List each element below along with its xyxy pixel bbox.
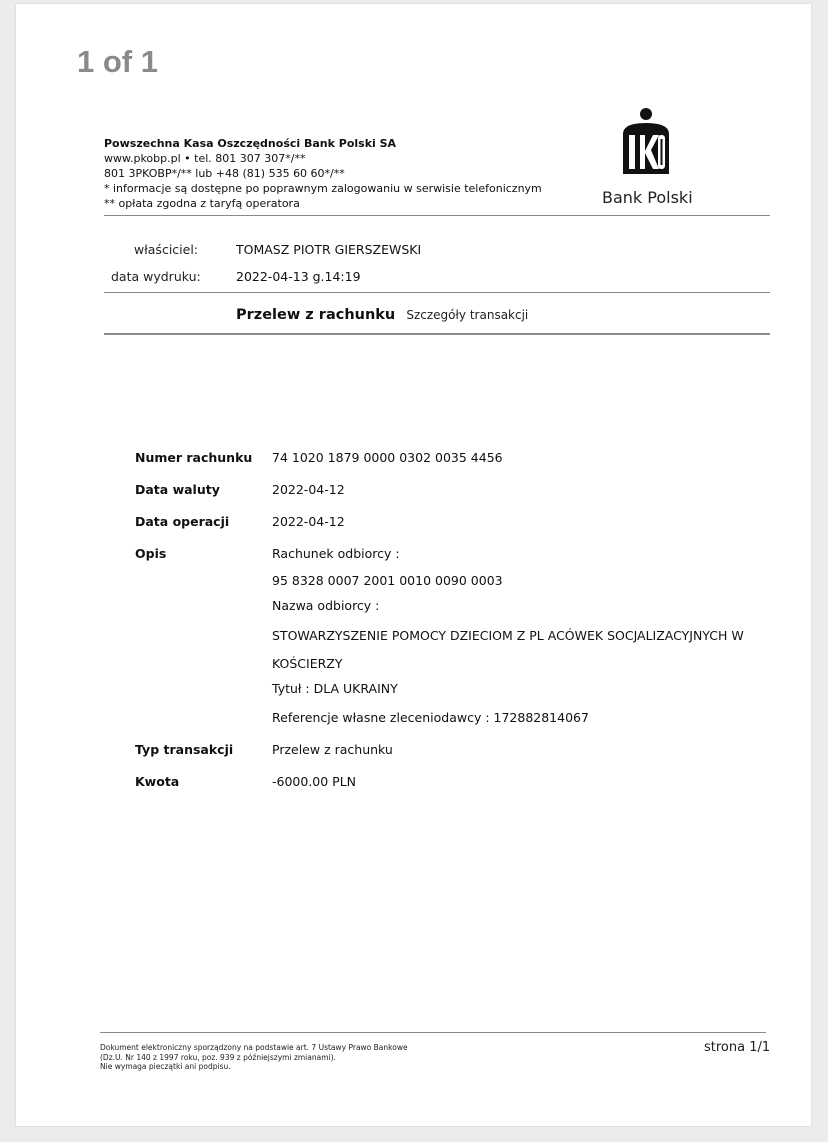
description-line: Tytuł : DLA UKRAINY xyxy=(272,681,398,696)
transaction-type-value: Przelew z rachunku xyxy=(272,742,393,757)
bank-phone-alt: 801 3PKOBP*/** lub +48 (81) 535 60 60*/** xyxy=(104,167,345,180)
header-divider xyxy=(104,215,770,216)
owner-label: właściciel: xyxy=(134,242,199,257)
footer-page-number: strona 1/1 xyxy=(704,1040,771,1055)
section-title xyxy=(236,304,528,323)
currency-date-value: 2022-04-12 xyxy=(272,482,345,497)
owner-value: TOMASZ PIOTR GIERSZEWSKI xyxy=(236,242,422,257)
meta-divider xyxy=(104,292,770,293)
footer-note-line: (Dz.U. Nr 140 z 1997 roku, poz. 939 z późniejszymi zmianami). xyxy=(100,1052,336,1062)
currency-date-label: Data waluty xyxy=(135,482,220,497)
account-value: 74 1020 1879 0000 0302 0035 4456 xyxy=(272,450,503,465)
account-label: Numer rachunku xyxy=(135,450,253,465)
transaction-type-label: Typ transakcji xyxy=(135,742,234,757)
bank-name: Powszechna Kasa Oszczędności Bank Polski SA xyxy=(104,137,397,150)
footer-note-line: Dokument elektroniczny sporządzony na podstawie art. 7 Ustawy Prawo Bankowe xyxy=(100,1043,408,1052)
section-title-main: Przelew z rachunku xyxy=(236,307,396,323)
operation-date-label: Data operacji xyxy=(135,514,230,529)
description-line: 95 8328 0007 2001 0010 0090 0003 xyxy=(272,573,503,588)
description-label: Opis xyxy=(135,546,167,561)
bank-contact-info xyxy=(104,136,542,211)
print-date-label: data wydruku: xyxy=(111,269,201,284)
footer-legal-note xyxy=(100,1043,408,1072)
description-line: Referencje własne zleceniodawcy : 172882814067 xyxy=(272,710,589,725)
bank-footnote-1: * informacje są dostępne po poprawnym zalogowaniu w serwisie telefonicznym xyxy=(104,182,542,195)
print-date-value: 2022-04-13 g.14:19 xyxy=(236,269,361,284)
logo-text: Bank Polski xyxy=(602,188,693,207)
section-subtitle: Szczegóły transakcji xyxy=(406,308,529,322)
bank-footnote-2: ** opłata zgodna z taryfą operatora xyxy=(104,197,300,210)
description-line: Rachunek odbiorcy : xyxy=(272,546,400,561)
operation-date-value: 2022-04-12 xyxy=(272,514,345,529)
page-counter: 1 of 1 xyxy=(77,44,158,79)
footer-divider xyxy=(100,1032,766,1033)
amount-label: Kwota xyxy=(135,774,180,789)
pko-piggy-bank-icon xyxy=(602,104,692,184)
amount-value: -6000.00 PLN xyxy=(272,774,357,789)
footer-note-line: Nie wymaga pieczątki ani podpisu. xyxy=(100,1062,231,1071)
description-line: STOWARZYSZENIE POMOCY DZIECIOM Z PL ACÓWEK SOCJALIZACYJNYCH W xyxy=(272,628,744,643)
bank-website-phone: www.pkobp.pl • tel. 801 307 307*/** xyxy=(104,152,306,165)
description-line: Nazwa odbiorcy : xyxy=(272,598,380,613)
pko-logo xyxy=(602,104,692,210)
section-divider xyxy=(104,333,770,335)
description-line: KOŚCIERZY xyxy=(272,656,343,671)
